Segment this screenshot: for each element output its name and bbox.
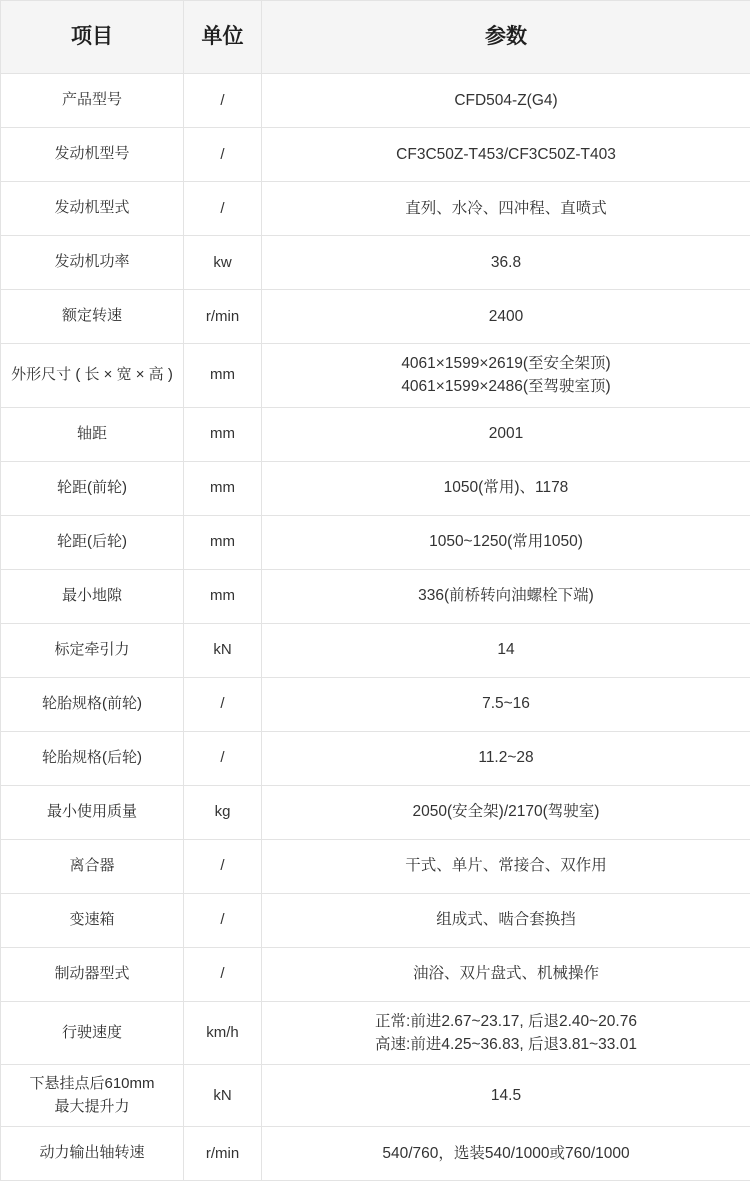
table-row	[1, 893, 750, 947]
cell-item	[1, 74, 184, 128]
cell-unit: kN	[184, 623, 262, 677]
cell-item-line: 离合器	[5, 855, 179, 878]
cell-param	[262, 947, 750, 1001]
table-row	[1, 623, 750, 677]
cell-unit: /	[184, 839, 262, 893]
cell-unit: /	[184, 947, 262, 1001]
cell-item	[1, 407, 184, 461]
table-row	[1, 344, 750, 408]
cell-param-line: 14	[266, 638, 746, 661]
cell-param-line: 2001	[266, 422, 746, 445]
column-header-unit: 单位	[184, 1, 262, 74]
cell-unit: r/min	[184, 1127, 262, 1181]
cell-param-line: 2050(安全架)/2170(驾驶室)	[266, 800, 746, 823]
table-header	[1, 1, 750, 74]
cell-item-line: 最小地隙	[5, 585, 179, 608]
table-row	[1, 407, 750, 461]
cell-unit: /	[184, 731, 262, 785]
cell-param	[262, 569, 750, 623]
column-header-item: 项目	[1, 1, 184, 74]
cell-item-line: 下悬挂点后610mm	[5, 1073, 179, 1096]
cell-item-line: 最小使用质量	[5, 801, 179, 824]
cell-item-line: 轮胎规格(后轮)	[5, 747, 179, 770]
table-header-row	[1, 1, 750, 74]
cell-unit: kN	[184, 1065, 262, 1127]
table-row	[1, 731, 750, 785]
cell-param-line: 4061×1599×2486(至驾驶室顶)	[266, 375, 746, 398]
cell-item-line: 标定牵引力	[5, 639, 179, 662]
table-body	[1, 74, 750, 1181]
cell-item-line: 轮距(后轮)	[5, 531, 179, 554]
cell-param-line: 1050(常用)、1178	[266, 476, 746, 499]
cell-param	[262, 785, 750, 839]
cell-param	[262, 128, 750, 182]
cell-unit: mm	[184, 461, 262, 515]
cell-item-line: 行驶速度	[5, 1022, 179, 1045]
cell-item	[1, 182, 184, 236]
cell-param-line: 7.5~16	[266, 692, 746, 715]
cell-param	[262, 74, 750, 128]
cell-unit: kw	[184, 236, 262, 290]
cell-unit: /	[184, 677, 262, 731]
cell-param	[262, 1001, 750, 1065]
cell-param-line: 正常:前进2.67~23.17, 后退2.40~20.76	[266, 1010, 746, 1033]
cell-param	[262, 407, 750, 461]
cell-item	[1, 623, 184, 677]
cell-param	[262, 236, 750, 290]
cell-param-line: CFD504-Z(G4)	[266, 89, 746, 112]
cell-item-line: 变速箱	[5, 909, 179, 932]
cell-item-line: 轮距(前轮)	[5, 477, 179, 500]
cell-param	[262, 677, 750, 731]
table-row	[1, 74, 750, 128]
cell-param-line: 11.2~28	[266, 746, 746, 769]
cell-item	[1, 1001, 184, 1065]
cell-param	[262, 182, 750, 236]
table-row	[1, 569, 750, 623]
cell-unit: /	[184, 74, 262, 128]
cell-item	[1, 893, 184, 947]
cell-item	[1, 128, 184, 182]
cell-unit: r/min	[184, 290, 262, 344]
cell-param	[262, 731, 750, 785]
cell-unit: kg	[184, 785, 262, 839]
cell-param-line: 14.5	[266, 1084, 746, 1107]
cell-param-line: 1050~1250(常用1050)	[266, 530, 746, 553]
table-row	[1, 128, 750, 182]
cell-param-line: 336(前桥转向油螺栓下端)	[266, 584, 746, 607]
cell-item	[1, 1065, 184, 1127]
column-header-param: 参数	[262, 1, 750, 74]
cell-item-line: 额定转速	[5, 305, 179, 328]
table-row	[1, 947, 750, 1001]
table-row	[1, 677, 750, 731]
cell-item-line: 制动器型式	[5, 963, 179, 986]
cell-item-line: 发动机型式	[5, 197, 179, 220]
cell-item-line: 最大提升力	[5, 1096, 179, 1119]
cell-param	[262, 290, 750, 344]
cell-item	[1, 839, 184, 893]
table-row	[1, 515, 750, 569]
cell-item	[1, 344, 184, 408]
cell-param	[262, 461, 750, 515]
cell-item-line: 轴距	[5, 423, 179, 446]
table-row	[1, 182, 750, 236]
cell-param-line: 4061×1599×2619(至安全架顶)	[266, 352, 746, 375]
cell-item	[1, 1127, 184, 1181]
cell-item	[1, 947, 184, 1001]
cell-item-line: 产品型号	[5, 89, 179, 112]
cell-item	[1, 515, 184, 569]
cell-param-line: 油浴、双片盘式、机械操作	[266, 962, 746, 985]
cell-param	[262, 1065, 750, 1127]
cell-item-line: 外形尺寸 ( 长 × 宽 × 高 )	[5, 364, 179, 387]
cell-param	[262, 1127, 750, 1181]
cell-param-line: 直列、水冷、四冲程、直喷式	[266, 197, 746, 220]
cell-param	[262, 839, 750, 893]
table-row	[1, 1065, 750, 1127]
table-row	[1, 1127, 750, 1181]
cell-item	[1, 461, 184, 515]
cell-unit: /	[184, 182, 262, 236]
cell-item	[1, 290, 184, 344]
cell-item	[1, 677, 184, 731]
cell-param-line: 2400	[266, 305, 746, 328]
table-row	[1, 839, 750, 893]
cell-item	[1, 785, 184, 839]
cell-unit: mm	[184, 407, 262, 461]
cell-param	[262, 344, 750, 408]
cell-item	[1, 731, 184, 785]
cell-unit: mm	[184, 569, 262, 623]
cell-unit: mm	[184, 344, 262, 408]
cell-item	[1, 236, 184, 290]
cell-param-line: 干式、单片、常接合、双作用	[266, 854, 746, 877]
cell-param-line: 高速:前进4.25~36.83, 后退3.81~33.01	[266, 1033, 746, 1056]
cell-param	[262, 515, 750, 569]
table-row	[1, 236, 750, 290]
table-row	[1, 461, 750, 515]
cell-unit: /	[184, 893, 262, 947]
cell-unit: /	[184, 128, 262, 182]
cell-item-line: 动力输出轴转速	[5, 1142, 179, 1165]
cell-unit: km/h	[184, 1001, 262, 1065]
cell-param-line: 组成式、啮合套换挡	[266, 908, 746, 931]
table-row	[1, 290, 750, 344]
cell-param-line: 36.8	[266, 251, 746, 274]
table-row	[1, 1001, 750, 1065]
cell-param	[262, 623, 750, 677]
cell-unit: mm	[184, 515, 262, 569]
table-row	[1, 785, 750, 839]
cell-item	[1, 569, 184, 623]
cell-item-line: 发动机功率	[5, 251, 179, 274]
cell-item-line: 轮胎规格(前轮)	[5, 693, 179, 716]
cell-param-line: 540/760，选装540/1000或760/1000	[266, 1142, 746, 1165]
cell-item-line: 发动机型号	[5, 143, 179, 166]
cell-param	[262, 893, 750, 947]
cell-param-line: CF3C50Z-T453/CF3C50Z-T403	[266, 143, 746, 166]
